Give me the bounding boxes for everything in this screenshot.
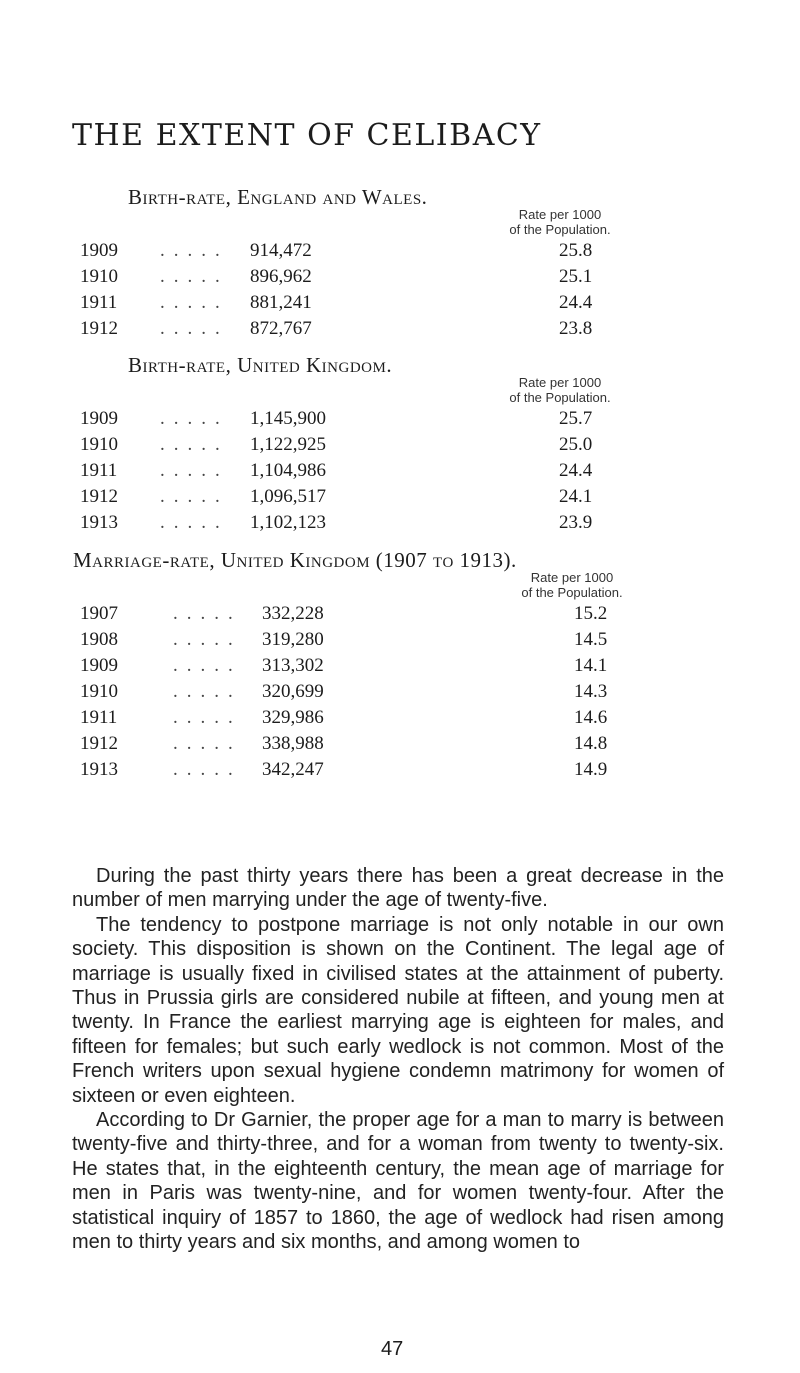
leader-dots: ..... xyxy=(160,266,229,287)
leader-dots: ..... xyxy=(160,486,229,507)
row-rate: 24.4 xyxy=(559,460,593,481)
table-row xyxy=(80,681,700,707)
table-row xyxy=(80,733,700,759)
table-row xyxy=(80,707,700,733)
row-value: 872,767 xyxy=(250,318,312,339)
row-value: 320,699 xyxy=(262,681,324,702)
table-row xyxy=(80,266,700,292)
table-row xyxy=(80,318,700,344)
row-rate: 25.7 xyxy=(559,408,593,429)
row-year: 1907 xyxy=(80,603,118,624)
row-year: 1910 xyxy=(80,681,118,702)
row-rate: 23.8 xyxy=(559,318,593,339)
row-rate: 25.8 xyxy=(559,240,593,261)
row-value: 914,472 xyxy=(250,240,312,261)
leader-dots: ..... xyxy=(173,759,242,780)
row-value: 881,241 xyxy=(250,292,312,313)
rate-header-line1: Rate per 1000 xyxy=(518,207,602,222)
section-heading-birth-rate-united-kingdom: Birth-rate, United Kingdom. xyxy=(128,353,393,377)
row-rate: 14.1 xyxy=(574,655,608,676)
row-rate: 25.1 xyxy=(559,266,593,287)
table-row xyxy=(80,603,700,629)
paragraph: The tendency to postpone marriage is not only notable in our own society. This disposition is shown on the Continent. The legal age of marriage is usually fixed in civilised states at the attainment of puberty. Thus in Prussia girls are considered nubile at fifteen, and young men at twenty. In France the earliest marrying age is eighteen for males, and fifteen for females; but such early wedlock is not common. Most of the French writers upon sexual hygiene condemn matrimony for women of sixteen or even eighteen. xyxy=(72,913,724,1107)
row-rate: 23.9 xyxy=(559,512,593,533)
row-value: 896,962 xyxy=(250,266,312,287)
section-heading-marriage-rate: Marriage-rate, United Kingdom (1907 to 1913). xyxy=(73,548,517,572)
row-rate: 15.2 xyxy=(574,603,608,624)
leader-dots: ..... xyxy=(160,240,229,261)
table-row xyxy=(80,292,700,318)
row-year: 1909 xyxy=(80,240,118,261)
row-year: 1912 xyxy=(80,486,118,507)
table-row xyxy=(80,408,700,434)
table-row xyxy=(80,240,700,266)
row-year: 1912 xyxy=(80,733,118,754)
table-row xyxy=(80,434,700,460)
leader-dots: ..... xyxy=(160,512,229,533)
row-value: 332,228 xyxy=(262,603,324,624)
page-number: 47 xyxy=(381,1338,404,1360)
row-rate: 14.6 xyxy=(574,707,608,728)
section-heading-birth-rate-england-wales: Birth-rate, England and Wales. xyxy=(128,185,428,209)
table-row xyxy=(80,629,700,655)
row-value: 319,280 xyxy=(262,629,324,650)
page-title: THE EXTENT OF CELIBACY xyxy=(72,118,542,153)
row-value: 1,096,517 xyxy=(250,486,326,507)
rate-column-header xyxy=(480,375,640,405)
row-year: 1911 xyxy=(80,460,118,481)
row-value: 1,122,925 xyxy=(250,434,326,455)
leader-dots: ..... xyxy=(173,603,242,624)
row-rate: 14.8 xyxy=(574,733,608,754)
leader-dots: ..... xyxy=(160,434,229,455)
row-year: 1913 xyxy=(80,512,118,533)
row-rate: 24.1 xyxy=(559,486,593,507)
paragraph: According to Dr Garnier, the proper age for a man to marry is between twenty-five and thirty-three, and for a woman from twenty to twenty-six. He states that, in the eighteenth century, the mean age of marriage for men in Paris was twenty-nine, and for women twenty-four. After the statistical inquiry of 1857 to 1860, the age of wedlock had risen among men to thirty years and six months, and among women to xyxy=(72,1109,724,1254)
leader-dots: ..... xyxy=(160,460,229,481)
row-value: 338,988 xyxy=(262,733,324,754)
leader-dots: ..... xyxy=(173,733,242,754)
rate-header-line1: Rate per 1000 xyxy=(530,570,614,585)
row-value: 313,302 xyxy=(262,655,324,676)
row-rate: 25.0 xyxy=(559,434,593,455)
leader-dots: ..... xyxy=(160,292,229,313)
row-year: 1910 xyxy=(80,266,118,287)
table-row xyxy=(80,486,700,512)
row-year: 1911 xyxy=(80,292,118,313)
row-year: 1911 xyxy=(80,707,118,728)
row-year: 1910 xyxy=(80,434,118,455)
leader-dots: ..... xyxy=(173,681,242,702)
row-rate: 24.4 xyxy=(559,292,593,313)
paragraph: During the past thirty years there has been a great decrease in the number of men marrying under the age of twenty-five. xyxy=(72,865,724,912)
leader-dots: ..... xyxy=(173,707,242,728)
row-rate: 14.3 xyxy=(574,681,608,702)
leader-dots: ..... xyxy=(160,408,229,429)
row-year: 1909 xyxy=(80,655,118,676)
table-row xyxy=(80,759,700,785)
row-value: 1,145,900 xyxy=(250,408,326,429)
leader-dots: ..... xyxy=(173,629,242,650)
row-value: 329,986 xyxy=(262,707,324,728)
row-rate: 14.9 xyxy=(574,759,608,780)
row-value: 1,102,123 xyxy=(250,512,326,533)
row-year: 1913 xyxy=(80,759,118,780)
row-value: 1,104,986 xyxy=(250,460,326,481)
rate-header-line2: of the Population. xyxy=(521,585,623,600)
leader-dots: ..... xyxy=(173,655,242,676)
row-year: 1912 xyxy=(80,318,118,339)
row-year: 1909 xyxy=(80,408,118,429)
rate-header-line2: of the Population. xyxy=(509,222,611,237)
rate-column-header xyxy=(492,570,652,600)
rate-header-line1: Rate per 1000 xyxy=(518,375,602,390)
row-year: 1908 xyxy=(80,629,118,650)
row-rate: 14.5 xyxy=(574,629,608,650)
rate-column-header xyxy=(480,207,640,237)
body-text xyxy=(72,864,724,1255)
row-value: 342,247 xyxy=(262,759,324,780)
table-row xyxy=(80,655,700,681)
table-row xyxy=(80,512,700,538)
leader-dots: ..... xyxy=(160,318,229,339)
rate-header-line2: of the Population. xyxy=(509,390,611,405)
table-row xyxy=(80,460,700,486)
